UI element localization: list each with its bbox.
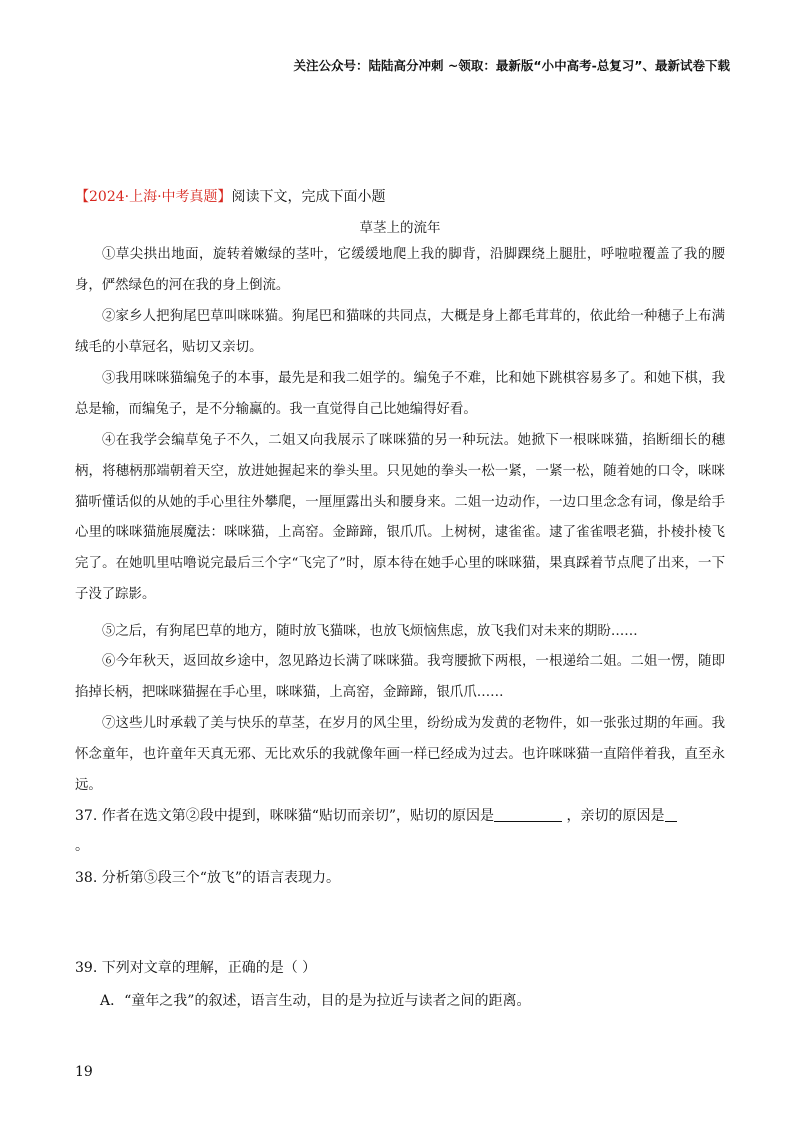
article-paragraph-5: ⑤之后，有狗尾巴草的地方，随时放飞猫咪，也放飞烦恼焦虑，放飞我们对未来的期盼……	[102, 624, 638, 639]
question-source-line	[75, 186, 386, 206]
question-38	[75, 863, 725, 893]
article-paragraph-1: ①草尖拱出地面，旋转着嫩绿的茎叶，它缓缓地爬上我的脚背，沿脚踝绕上腿肚，呼啦啦覆盖了我的腰身，俨然绿色的河在我的身上倒流。	[75, 247, 725, 293]
question-text: 分析第⑤段三个“放飞”的语言表现力。	[101, 870, 341, 886]
article-paragraph-2: ②家乡人把狗尾巴草叫咪咪猫。狗尾巴和猫咪的共同点，大概是身上都毛茸茸的，依此给一种穗子上布满绒毛的小草冠名，贴切又亲切。	[75, 309, 725, 355]
question-39	[75, 953, 725, 983]
page-header: 关注公众号：陆陆高分冲刺 ~领取：最新版“小中高考-总复习”、最新试卷下载	[293, 58, 730, 73]
option-label: A．	[100, 993, 125, 1009]
answer-blank-1[interactable]	[494, 807, 562, 822]
question-number: 39.	[75, 960, 98, 976]
article-paragraph-3: ③我用咪咪猫编兔子的本事，最先是和我二姐学的。编兔子不难，比和她下跳棋容易多了。和她下棋，我总是输，而编兔子，是不分输赢的。我一直觉得自己比她编得好看。	[75, 371, 725, 417]
question-text-end: 。	[75, 838, 89, 854]
article-paragraph-6: ⑥今年秋天，返回故乡途中，忽见路边长满了咪咪猫。我弯腰掀下两根，一根递给二姐。二姐一愣，随即掐掉长柄，把咪咪猫握在手心里，咪咪猫，上高窑，金蹄蹄，银爪爪……	[75, 654, 725, 700]
question-37	[75, 801, 725, 861]
question-number: 38.	[75, 870, 98, 886]
page-number: 19	[75, 1064, 93, 1080]
question-39-option-a[interactable]	[100, 990, 530, 1010]
article-title: 草茎上的流年	[359, 220, 441, 236]
answer-blank-2[interactable]	[665, 807, 677, 822]
question-text: 下列对文章的理解，正确的是（ ）	[101, 960, 317, 976]
article-paragraph-7: ⑦这些儿时承载了美与快乐的草茎，在岁月的风尘里，纷纷成为发黄的老物件，如一张张过期的年画。我怀念童年，也许童年天真无邪、无比欢乐的我就像年画一样已经成为过去。也许咪咪猫一直陪伴着我，直至永远。	[75, 716, 725, 793]
reading-instruction: 阅读下文，完成下面小题	[231, 189, 386, 205]
article-paragraph-4: ④在我学会编草兔子不久，二姐又向我展示了咪咪猫的另一种玩法。她掀下一根咪咪猫，掐断细长的穗柄，将穗柄那端朝着天空，放进她握起来的拳头里。只见她的拳头一松一紧，一紧一松，随着她的口令，咪咪猫听懂话似的从她的手心里往外攀爬，一厘厘露出头和腰身来。二姐一边动作，一边口里念念有词，像是给手心里的咪咪猫施展魔法：咪咪猫，上高窑。金蹄蹄，银爪爪。上树树，逮雀雀。逮了雀雀喂老猫，扑棱扑棱飞完了。在她叽里咕噜说完最后三个字“飞完了”时，原本待在她手心里的咪咪猫，果真踩着节点爬了出来，一下子没了踪影。	[75, 433, 725, 602]
option-text: “童年之我”的叙述，语言生动，目的是为拉近与读者之间的距离。	[124, 993, 531, 1009]
question-text-middle: ，亲切的原因是	[566, 808, 665, 824]
question-text: 作者在选文第②段中提到，咪咪猫“贴切而亲切”，贴切的原因是	[101, 808, 495, 824]
source-tag: 【2024·上海·中考真题】	[75, 189, 232, 205]
question-number: 37.	[75, 808, 98, 824]
